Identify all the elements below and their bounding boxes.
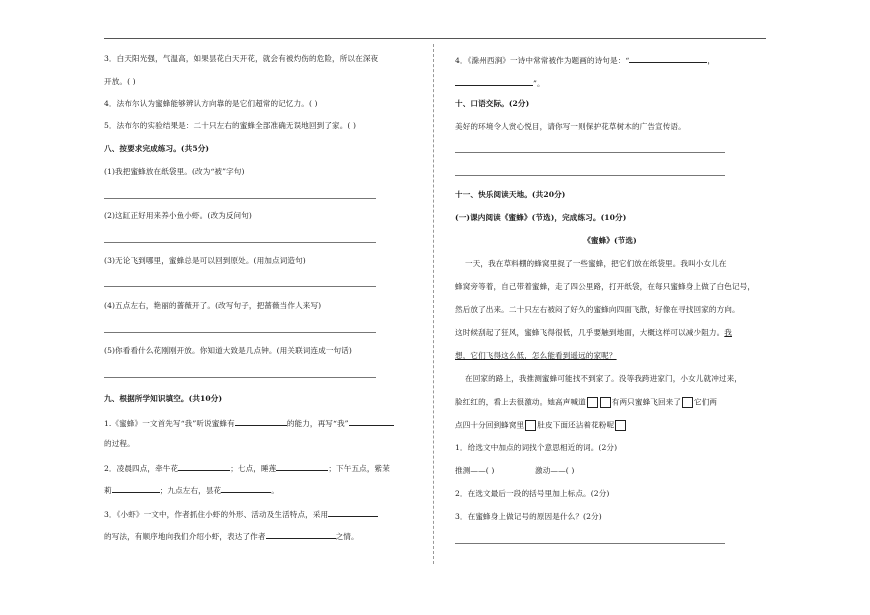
s8-item-5: (5)你看看什么花刚刚开放。你知道大致是几点钟。(用关联词连成一句话) — [104, 346, 352, 355]
passage-p1-line-4 — [455, 328, 732, 338]
s9-l1-text-b: 的能力，再写“我” — [286, 419, 349, 428]
s9-l1-text-a: 1.《蜜蜂》一文首先写“我”听说蜜蜂有 — [104, 419, 235, 428]
passage-p1-line-2: 蜂窝旁等着，自己带着蜜蜂，走了四公里路，打开纸袋，在每只蜜蜂身上做了白色记号， — [455, 282, 756, 291]
s9-l5-text-b: 之情。 — [335, 532, 359, 541]
s9-blank-8[interactable] — [266, 530, 336, 539]
s9-line-3 — [104, 484, 279, 496]
passage-p1-line-4-text: 这时候刮起了狂风，蜜蜂飞得很低，几乎要触到地面，大概这样可以减少阻力。 — [455, 328, 725, 337]
s8-answer-line-1[interactable] — [104, 198, 376, 199]
s8-answer-line-4[interactable] — [104, 332, 376, 333]
passage-p2-line-1: 在回家的路上，我推测蜜蜂可能找不到家了。没等我跨进家门，小女儿就冲过来， — [465, 374, 742, 383]
s9-l2-text-b: ；七点，睡莲 — [230, 464, 277, 473]
reading-q3-answer-line[interactable] — [455, 543, 725, 544]
poem-q4-close: ”。 — [533, 79, 545, 88]
passage-p3-text-b: 肚皮下面还沾着花粉呢 — [537, 420, 615, 430]
s9-blank-7[interactable] — [328, 508, 378, 517]
judge-q3: 3．白天阳光强，气温高，如果昙花白天开花，就会有被灼伤的危险，所以在深夜 — [104, 54, 379, 63]
reading-q2: 2．在选文最后一段的括号里加上标点。(2分) — [455, 489, 610, 498]
passage-underlined-start: 我 — [724, 328, 732, 337]
s9-l4-text-a: 3．《小虾》一文中，作者抓住小虾的外形、活动及生活特点，采用 — [104, 510, 329, 519]
reading-q1: 1．给选文中加点的词找个意思相近的词。(2分) — [455, 443, 618, 452]
s8-item-2: (2)这缸正好用来养小鱼小虾。(改为反问句) — [104, 211, 252, 220]
passage-p1-line-1: 一天，我在草料棚的蜂窝里捉了一些蜜蜂，把它们放在纸袋里。我叫小女儿在 — [465, 259, 727, 268]
poem-blank-1[interactable] — [629, 54, 707, 63]
passage-title: 《蜜蜂》(节选) — [583, 236, 637, 245]
s9-l2-text-c: ；下午五点，紫茉 — [328, 464, 390, 473]
section-9-title: 九、根据所学知识填空。(共10分) — [104, 394, 223, 403]
passage-underlined-sentence: 想，它们飞得这么低，怎么能看到遥远的家呢？ — [455, 351, 617, 360]
s9-l3-text-c: 。 — [271, 486, 279, 495]
poem-q4-comma: ， — [707, 56, 716, 65]
s10-answer-line-2[interactable] — [455, 175, 725, 176]
judge-q3-cont: 开放。( ) — [104, 77, 136, 86]
s9-blank-3[interactable] — [178, 462, 230, 471]
s8-item-1: (1)我把蜜蜂放在纸袋里。(改为“被”字句) — [104, 167, 245, 176]
s9-blank-5[interactable] — [112, 484, 160, 493]
reading-q1-answer-b[interactable]: 激动——( ) — [535, 466, 575, 475]
section-8-title: 八、按要求完成练习。(共5分) — [104, 144, 210, 153]
s9-l5-text-a: 的写法，有顺序地向我们介绍小虾，表达了作者 — [104, 532, 266, 541]
s10-prompt: 美好的环境令人赏心悦目，请你写一则保护花草树木的广告宣传语。 — [455, 122, 686, 131]
punctuation-box-5[interactable] — [615, 420, 626, 431]
poem-q4-line-1 — [455, 54, 715, 66]
s9-blank-1[interactable] — [235, 417, 287, 426]
reading-q3: 3．在蜜蜂身上做记号的原因是什么？(2分) — [455, 512, 602, 521]
s8-answer-line-3[interactable] — [104, 286, 376, 287]
passage-p3-text-a: 点四十分回到蜂窝里 — [455, 420, 525, 430]
passage-p2-line-2 — [455, 397, 717, 408]
poem-q4-text: 4．《滁州西涧》一诗中常常被作为题画的诗句是：“ — [455, 56, 630, 65]
reading-q1-answer-a[interactable]: 推测——( ) — [455, 466, 495, 475]
s9-line-2 — [104, 462, 390, 474]
passage-p2-mid: 有两只蜜蜂飞回来了 — [611, 397, 682, 407]
page-top-rule — [104, 38, 766, 39]
s9-l3-text-b: ；九点左右，昙花 — [159, 486, 222, 495]
poem-blank-2[interactable] — [455, 77, 533, 86]
s10-answer-line-1[interactable] — [455, 152, 725, 153]
s9-blank-6[interactable] — [221, 484, 271, 493]
passage-p1-line-3: 然后放了出来。二十只左右被闷了好久的蜜蜂向四面飞散，好像在寻找回家的方向。 — [455, 305, 740, 314]
punctuation-box-1[interactable] — [587, 397, 598, 408]
punctuation-box-3[interactable] — [682, 397, 693, 408]
s8-answer-line-5[interactable] — [104, 377, 376, 378]
s9-l3-text-a: 莉 — [104, 486, 112, 495]
passage-p2-end: 它们两 — [694, 397, 718, 407]
section-11-title: 十一、快乐阅读天地。(共20分) — [455, 190, 566, 199]
s8-item-4: (4)五点左右，艳丽的蔷薇开了。(改写句子，把蔷薇当作人来写) — [104, 301, 322, 310]
poem-q4-line-2 — [455, 77, 545, 89]
s8-item-3: (3)无论飞到哪里，蜜蜂总是可以回到原处。(用加点词造句) — [104, 256, 306, 265]
s9-l2-text-a: 2．凌晨四点，牵牛花 — [104, 464, 179, 473]
punctuation-box-4[interactable] — [525, 420, 536, 431]
judge-q5: 5．法布尔的实验结果是：二十只左右的蜜蜂全部准确无误地回到了家。( ) — [104, 121, 357, 130]
s9-blank-2[interactable] — [349, 417, 394, 426]
passage-p2-line-2-text: 脸红红的，看上去很激动。她高声喊道 — [455, 397, 586, 407]
s8-answer-line-2[interactable] — [104, 242, 376, 243]
section-10-title: 十、口语交际。(2分) — [455, 99, 530, 108]
s9-line-5 — [104, 530, 359, 542]
passage-p3-line — [455, 420, 627, 431]
s11-subtitle: (一)课内阅读《蜜蜂》(节选)，完成练习。(10分) — [455, 213, 627, 222]
s9-line-4 — [104, 508, 378, 520]
s9-line-1 — [104, 417, 394, 429]
column-divider — [433, 44, 434, 564]
punctuation-box-2[interactable] — [600, 397, 611, 408]
s9-blank-4[interactable] — [276, 462, 328, 471]
judge-q4: 4．法布尔认为蜜蜂能够辨认方向靠的是它们超常的记忆力。( ) — [104, 99, 318, 108]
s9-line-1c: 的过程。 — [104, 439, 135, 448]
